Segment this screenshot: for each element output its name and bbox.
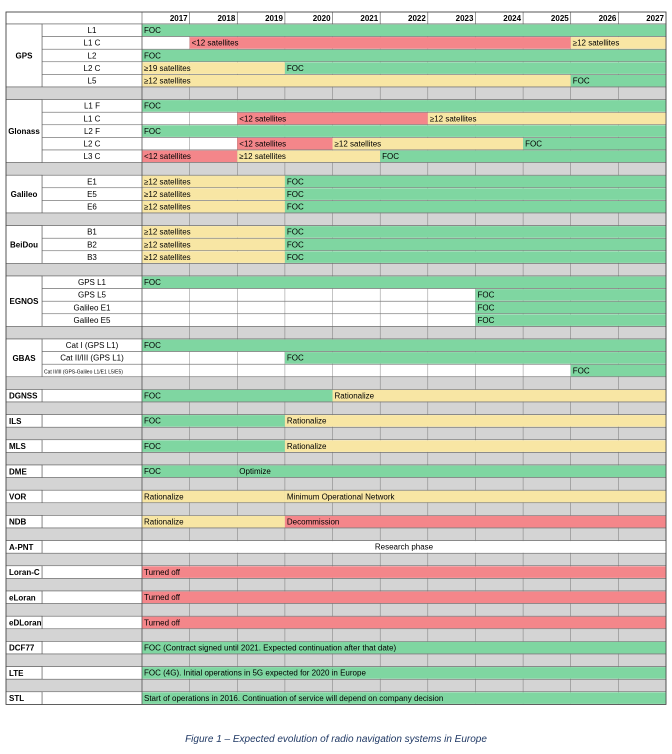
bar-label-galileo: FOC xyxy=(286,202,304,212)
bar-label-glonass: <12 satellites xyxy=(239,139,287,149)
year-label-2025: 2025 xyxy=(550,14,569,23)
bar-label-gps: FOC xyxy=(144,26,161,36)
separator-row xyxy=(6,578,666,591)
signal-label: B1 xyxy=(87,227,97,237)
year-label-2023: 2023 xyxy=(455,14,474,23)
separator-row xyxy=(6,213,666,226)
bar-ils-transition xyxy=(285,415,666,427)
bar-label-gbas: FOC xyxy=(286,353,304,363)
system-label-mls: MLS xyxy=(9,442,26,452)
system-label-galileo: Galileo xyxy=(10,190,38,200)
system-label-eloran: eLoran xyxy=(9,593,36,603)
signal-label: E6 xyxy=(87,202,97,212)
signal-label: L2 xyxy=(87,51,97,61)
signal-label: Galileo E1 xyxy=(73,303,111,313)
bar-label-gbas: FOC xyxy=(572,366,590,376)
signal-label: Cat I (GPS L1) xyxy=(65,341,119,351)
bar-label-egnos: FOC xyxy=(477,315,495,325)
bar-label-loran-c: Turned off xyxy=(144,567,181,577)
year-label-2021: 2021 xyxy=(360,14,379,23)
bar-label-gps: FOC xyxy=(572,76,590,86)
bar-label-beidou: ≥12 satellites xyxy=(144,240,191,250)
bar-label-beidou: ≥12 satellites xyxy=(144,252,191,262)
bar-label-galileo: ≥12 satellites xyxy=(144,202,191,212)
system-label-edloran: eDLoran xyxy=(9,618,42,628)
separator-row xyxy=(6,452,666,465)
system-label-ndb: NDB xyxy=(9,517,27,527)
separator-row xyxy=(6,377,666,390)
bar-label-eloran: Turned off xyxy=(144,593,181,603)
system-label-dgnss: DGNSS xyxy=(9,391,38,401)
bar-egnos-FOC xyxy=(475,302,666,314)
signal-label: Cat II/III (GPS-Galileo L1/E1 L5/E5) xyxy=(44,369,123,376)
bar-label-lte: FOC (4G). Initial operations in 5G expected for 2020 in Europe xyxy=(144,668,366,678)
bar-label-vor: Rationalize xyxy=(144,492,184,502)
system-label-ils: ILS xyxy=(9,416,22,426)
bar-label-beidou: FOC xyxy=(286,227,304,237)
bar-label-egnos: FOC xyxy=(477,303,495,313)
system-label-gbas: GBAS xyxy=(12,353,36,363)
separator-row xyxy=(6,402,666,415)
separator-row xyxy=(6,654,666,667)
signal-label: B3 xyxy=(87,252,97,262)
bar-glonass-FOC xyxy=(142,125,666,137)
bar-label-dgnss: Rationalize xyxy=(334,391,375,401)
bar-glonass-FOC xyxy=(380,151,666,163)
bar-loran-c-decline xyxy=(142,566,666,578)
signal-label: L2 C xyxy=(83,139,101,149)
bar-label-gbas: FOC xyxy=(144,341,161,351)
bar-galileo-FOC xyxy=(285,201,666,213)
bar-label-mls: Rationalize xyxy=(286,441,327,451)
signal-label: Galileo E5 xyxy=(73,315,111,325)
bar-beidou-FOC xyxy=(285,251,666,263)
bar-label-edloran: Turned off xyxy=(144,618,181,628)
bar-label-gps: ≥19 satellites xyxy=(144,63,191,73)
bar-ils-FOC xyxy=(142,415,285,427)
signal-label: E1 xyxy=(87,177,97,187)
bar-dgnss-FOC xyxy=(142,390,333,402)
system-label-stl: STL xyxy=(9,694,25,704)
separator-row xyxy=(6,604,666,617)
year-label-2026: 2026 xyxy=(598,14,617,23)
bar-label-ndb: Decommission xyxy=(286,517,340,527)
separator-row xyxy=(6,326,666,339)
signal-label: L1 C xyxy=(83,114,101,124)
bar-label-dme: Optimize xyxy=(239,467,271,477)
bar-egnos-FOC xyxy=(475,289,666,301)
signal-label: L1 xyxy=(87,26,97,36)
year-label-2019: 2019 xyxy=(265,14,283,23)
bar-glonass-FOC xyxy=(523,138,666,150)
system-label-gps: GPS xyxy=(15,51,33,61)
bar-glonass-FOC xyxy=(142,100,666,112)
signal-label: B2 xyxy=(87,240,97,250)
bar-label-glonass: <12 satellites xyxy=(239,114,287,124)
signal-label: GPS L5 xyxy=(77,290,107,300)
system-label-glonass: Glonass xyxy=(8,127,40,137)
signal-label: Cat II/III (GPS L1) xyxy=(60,353,124,363)
system-label-dme: DME xyxy=(9,467,27,477)
bar-edloran-decline xyxy=(142,617,666,629)
separator-row xyxy=(6,679,666,692)
bar-label-dcf77: FOC (Contract signed until 2021. Expected continuation after that date) xyxy=(144,643,397,653)
bar-label-gps: FOC xyxy=(286,63,304,73)
system-label-lte: LTE xyxy=(9,668,24,678)
bar-label-galileo: ≥12 satellites xyxy=(144,177,191,187)
bar-label-glonass: <12 satellites xyxy=(144,152,191,162)
separator-row xyxy=(6,553,666,566)
bar-label-glonass: FOC xyxy=(144,126,161,136)
figure-caption: Figure 1 – Expected evolution of radio navigation systems in Europe xyxy=(185,734,487,745)
year-label-2020: 2020 xyxy=(312,14,331,23)
bar-label-ils: Rationalize xyxy=(286,416,327,426)
bar-label-mls: FOC xyxy=(144,441,161,451)
bar-dgnss-transition xyxy=(333,390,666,402)
bar-label-egnos: FOC xyxy=(477,290,495,300)
bar-label-glonass: FOC xyxy=(525,139,542,149)
bar-beidou-FOC xyxy=(285,226,666,238)
bar-gps-FOC xyxy=(142,25,666,37)
bar-mls-FOC xyxy=(142,440,285,452)
bar-gps-FOC xyxy=(142,50,666,62)
bar-gps-FOC xyxy=(285,62,666,74)
bar-eloran-decline xyxy=(142,592,666,604)
bar-label-glonass: ≥12 satellites xyxy=(334,139,382,149)
year-label-2027: 2027 xyxy=(646,14,664,23)
bar-dme-FOC xyxy=(237,466,666,478)
bar-label-glonass: FOC xyxy=(382,152,400,162)
bar-label-ils: FOC xyxy=(144,416,161,426)
bar-label-dgnss: FOC xyxy=(144,391,161,401)
bar-label-glonass: FOC xyxy=(144,101,161,111)
bar-beidou-FOC xyxy=(285,239,666,251)
signal-label: L3 C xyxy=(83,152,101,162)
bar-label-beidou: FOC xyxy=(286,240,304,250)
bar-ndb-decline xyxy=(285,516,666,528)
bar-label-egnos: FOC xyxy=(144,278,161,288)
bar-gps-decline xyxy=(190,37,571,49)
bar-label-dme: FOC xyxy=(144,467,161,477)
year-label-2024: 2024 xyxy=(503,14,522,23)
year-label-2018: 2018 xyxy=(217,14,236,23)
system-label-a-pnt: A-PNT xyxy=(9,542,34,552)
signal-label: GPS L1 xyxy=(77,278,107,288)
year-label-2017: 2017 xyxy=(169,14,188,23)
bar-label-a-pnt: Research phase xyxy=(374,542,434,552)
bar-egnos-FOC xyxy=(142,277,666,289)
bar-gbas-FOC xyxy=(285,352,666,364)
separator-row xyxy=(6,528,666,541)
bar-label-glonass: ≥12 satellites xyxy=(239,152,286,162)
bar-gps-transition xyxy=(142,75,571,87)
signal-label: L5 xyxy=(87,76,97,86)
signal-label: L1 F xyxy=(83,101,101,111)
bar-gbas-FOC xyxy=(142,340,666,352)
bar-label-beidou: ≥12 satellites xyxy=(144,227,191,237)
system-label-dcf77: DCF77 xyxy=(9,643,35,653)
system-label-egnos: EGNOS xyxy=(9,297,39,307)
separator-row xyxy=(6,478,666,491)
signal-label: L1 C xyxy=(83,38,101,48)
bar-label-gps: <12 satellites xyxy=(191,38,239,48)
separator-row xyxy=(6,503,666,516)
bar-label-vor: Minimum Operational Network xyxy=(286,492,395,502)
signal-label: E5 xyxy=(87,189,97,199)
bar-label-gps: ≥12 satellites xyxy=(144,76,191,86)
system-label-beidou: BeiDou xyxy=(10,240,38,250)
bar-label-beidou: FOC xyxy=(286,252,304,262)
signal-label: L2 C xyxy=(83,63,101,73)
separator-row xyxy=(6,427,666,440)
bar-label-gps: ≥12 satellites xyxy=(572,38,620,48)
year-label-2022: 2022 xyxy=(408,14,426,23)
bar-label-galileo: FOC xyxy=(286,189,304,199)
system-label-loran-c: Loran-C xyxy=(9,568,40,578)
separator-row xyxy=(6,87,666,100)
separator-row xyxy=(6,629,666,642)
system-label-vor: VOR xyxy=(9,492,27,502)
bar-mls-transition xyxy=(285,440,666,452)
bar-galileo-FOC xyxy=(285,176,666,188)
signal-label: L2 F xyxy=(83,126,101,136)
separator-row xyxy=(6,263,666,276)
bar-label-glonass: ≥12 satellites xyxy=(429,114,477,124)
bar-label-galileo: FOC xyxy=(286,177,304,187)
separator-row xyxy=(6,163,666,176)
bar-label-stl: Start of operations in 2016. Continuation of service will depend on company decision xyxy=(144,693,444,703)
bar-galileo-FOC xyxy=(285,188,666,200)
bar-label-ndb: Rationalize xyxy=(144,517,184,527)
bar-label-gps: FOC xyxy=(144,51,161,61)
bar-egnos-FOC xyxy=(475,314,666,326)
bar-label-galileo: ≥12 satellites xyxy=(144,189,191,199)
